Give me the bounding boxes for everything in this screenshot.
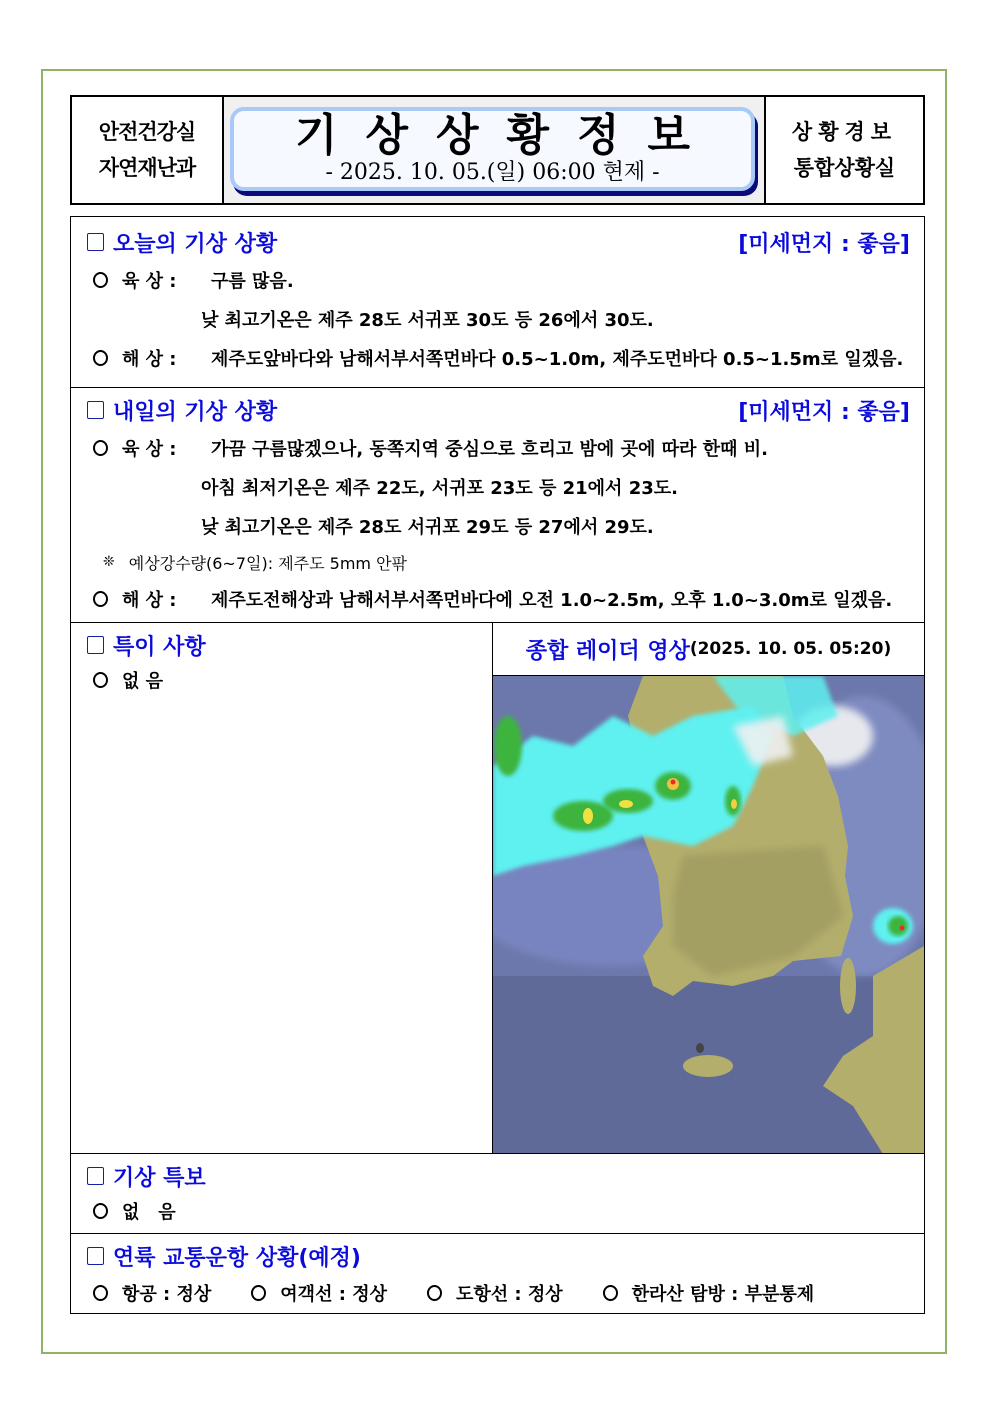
today-sea-row <box>71 338 924 377</box>
land-label: 육 상 : <box>122 438 177 460</box>
circle-bullet-icon <box>93 672 108 688</box>
today-land-line2: 낮 최고기온은 제주 28도 서귀포 30도 등 26에서 30도. <box>201 309 654 331</box>
checkbox-square-icon <box>87 1247 104 1265</box>
sea-label: 해 상 : <box>122 589 177 611</box>
traffic-item-hallasan <box>603 1280 815 1306</box>
section-special-title: 특이 사항 <box>113 634 206 660</box>
asterism-icon: ❊ <box>103 554 115 570</box>
rainfall-note <box>71 545 924 579</box>
radar-map-graphic <box>493 676 924 1153</box>
tomorrow-sea-row <box>71 579 924 618</box>
rainfall-note-text: 예상강수량(6~7일): 제주도 5mm 안팎 <box>128 553 408 573</box>
land-label: 육 상 : <box>122 270 177 292</box>
tomorrow-land-row2 <box>71 467 924 506</box>
section-traffic <box>70 1233 925 1314</box>
tomorrow-sea-text: 제주도전해상과 남해서부서쪽먼바다에 오전 1.0~2.5m, 오후 1.0~3.0m로 일겠음. <box>211 589 893 611</box>
traffic-item-label: 한라산 탐방 : 부분통제 <box>631 1284 815 1305</box>
circle-bullet-icon <box>251 1285 266 1301</box>
circle-bullet-icon <box>93 1203 108 1219</box>
tomorrow-land-row3 <box>71 506 924 545</box>
document-header <box>70 95 925 205</box>
special-radar-row <box>70 622 925 1154</box>
section-radar <box>493 623 924 1153</box>
today-sea-text: 제주도앞바다와 남해서부서쪽먼바다 0.5~1.0m, 제주도먼바다 0.5~1.5m로 일겠음. <box>211 348 904 370</box>
special-item-text: 없 음 <box>122 671 164 692</box>
circle-bullet-icon <box>93 1285 108 1301</box>
section-today-header <box>71 224 924 260</box>
radar-image <box>493 676 924 1153</box>
section-traffic-header <box>71 1238 924 1274</box>
section-special <box>71 623 493 1153</box>
section-special-header <box>71 627 492 663</box>
section-warnings-title: 기상 특보 <box>113 1165 206 1191</box>
traffic-item-ferry <box>251 1280 387 1306</box>
tomorrow-land-line3: 낮 최고기온은 제주 28도 서귀포 29도 등 27에서 29도. <box>201 516 654 538</box>
checkbox-square-icon <box>87 636 104 654</box>
circle-bullet-icon <box>427 1285 442 1301</box>
section-tomorrow-title: 내일의 기상 상황 <box>113 399 278 425</box>
traffic-item-island-ferry <box>427 1280 563 1306</box>
circle-bullet-icon <box>93 440 108 456</box>
warnings-item-text: 없 음 <box>122 1202 176 1223</box>
tomorrow-land-row <box>71 428 924 467</box>
circle-bullet-icon <box>93 591 108 607</box>
radar-datetime: (2025. 10. 05. 05:20) <box>689 639 892 659</box>
dept-left-line1: 안전건강실 <box>98 120 196 144</box>
section-tomorrow <box>70 387 925 623</box>
tomorrow-land-line2: 아침 최저기온은 제주 22도, 서귀포 23도 등 21에서 23도. <box>201 477 678 499</box>
tomorrow-land-line1: 가끔 구름많겠으나, 동쪽지역 중심으로 흐리고 밤에 곳에 따라 한때 비. <box>211 438 768 460</box>
dept-right <box>764 97 923 203</box>
dept-right-line1: 상황경보 <box>791 120 898 144</box>
circle-bullet-icon <box>93 350 108 366</box>
warnings-item <box>71 1194 924 1228</box>
traffic-item-label: 도항선 : 정상 <box>455 1284 563 1305</box>
section-warnings <box>70 1153 925 1234</box>
circle-bullet-icon <box>93 272 108 288</box>
today-land-row2 <box>71 299 924 338</box>
fine-dust-status: [미세먼지 : 좋음] <box>738 231 910 257</box>
special-item <box>71 663 492 697</box>
today-land-row <box>71 260 924 299</box>
traffic-item-air <box>93 1280 211 1306</box>
sea-label: 해 상 : <box>122 348 177 370</box>
circle-bullet-icon <box>603 1285 618 1301</box>
page-title: 기상상황정보 <box>294 110 719 161</box>
dept-left-line2: 자연재난과 <box>98 156 196 180</box>
section-today <box>70 216 925 388</box>
checkbox-square-icon <box>87 1167 104 1185</box>
title-box <box>230 107 755 191</box>
traffic-status-list <box>71 1274 924 1312</box>
radar-header <box>493 623 924 676</box>
radar-title: 종합 레이더 영상 <box>525 638 690 664</box>
checkbox-square-icon <box>87 401 104 419</box>
title-area <box>224 97 764 203</box>
section-today-title: 오늘의 기상 상황 <box>113 231 278 257</box>
dept-right-line2: 통합상황실 <box>793 156 896 180</box>
section-tomorrow-header <box>71 392 924 428</box>
traffic-item-label: 항공 : 정상 <box>122 1284 212 1305</box>
checkbox-square-icon <box>87 233 104 251</box>
report-datetime: - 2025. 10. 05.(일) 06:00 현제 - <box>325 160 660 185</box>
dept-left <box>72 97 224 203</box>
section-warnings-header <box>71 1158 924 1194</box>
section-traffic-title: 연륙 교통운항 상황(예정) <box>113 1245 361 1271</box>
fine-dust-status: [미세먼지 : 좋음] <box>738 399 910 425</box>
traffic-item-label: 여객선 : 정상 <box>280 1284 387 1305</box>
today-land-line1: 구름 많음. <box>211 270 294 292</box>
